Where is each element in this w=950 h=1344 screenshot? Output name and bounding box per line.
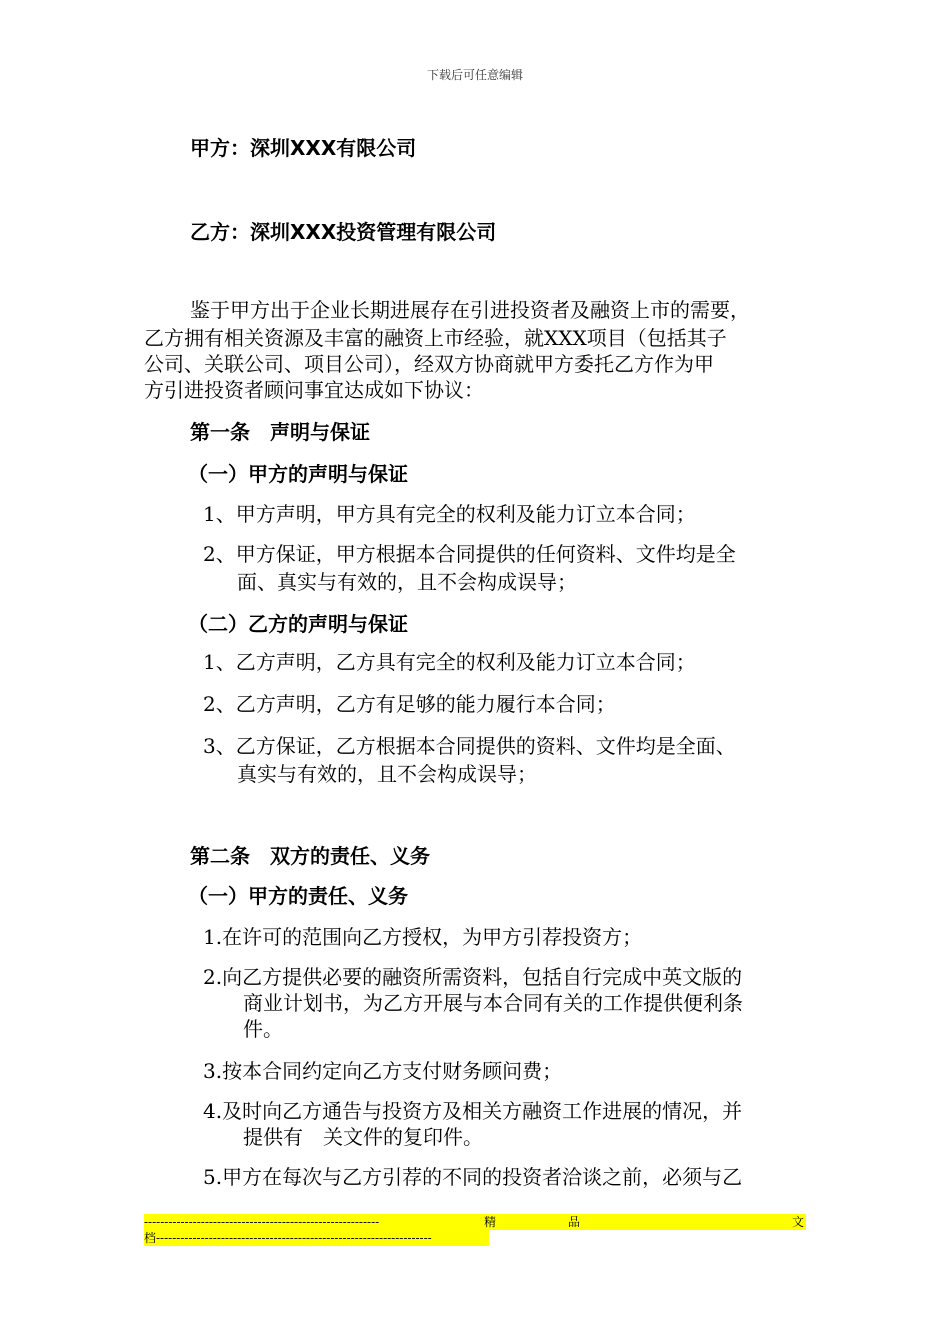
- list-item: [203, 500, 696, 528]
- list-item-line: 5.甲方在每次与乙方引荐的不同的投资者洽谈之前，必须与乙: [203, 1165, 743, 1189]
- list-item: [203, 1058, 562, 1084]
- list-item-line: 2、甲方保证，甲方根据本合同提供的任何资料、文件均是全: [203, 542, 736, 566]
- list-item: [203, 924, 642, 950]
- article-2-section-a-title: （一）甲方的责任、义务: [188, 884, 408, 908]
- list-item-line: 2、乙方声明，乙方有足够的能力履行本合同；: [203, 692, 616, 716]
- list-item-line: 商业计划书，为乙方开展与本合同有关的工作提供便利条: [243, 991, 743, 1015]
- article-2-title: 第二条 双方的责任、义务: [190, 844, 430, 868]
- article-1-title: 第一条 声明与保证: [190, 420, 370, 444]
- list-item: [203, 964, 743, 1042]
- article-1-section-b-title: （二）乙方的声明与保证: [188, 612, 408, 636]
- party-a-line: 甲方：深圳XXX有限公司: [190, 136, 417, 160]
- list-item-line: 件。: [243, 1017, 283, 1041]
- article-1-section-a-title: （一）甲方的声明与保证: [188, 462, 408, 486]
- list-item-line: 1.在许可的范围向乙方授权，为甲方引荐投资方；: [203, 925, 643, 949]
- list-item-line: 面、真实与有效的，且不会构成误导；: [237, 570, 577, 594]
- list-item: [203, 1164, 742, 1190]
- footer-char: 品: [568, 1215, 581, 1229]
- footer-char: 文: [792, 1215, 805, 1229]
- list-item: [203, 732, 736, 788]
- footer-banner-line-2: 档--------------------------------------------------------------------: [144, 1230, 489, 1246]
- intro-line: 乙方拥有相关资源及丰富的融资上市经验，就XXX项目（包括其子: [144, 326, 727, 350]
- list-item-line: 1、乙方声明，乙方具有完全的权利及能力订立本合同；: [203, 650, 696, 674]
- list-item-line: 4.及时向乙方通告与投资方及相关方融资工作进展的情况，并: [203, 1099, 743, 1123]
- intro-line: 方引进投资者顾问事宜达成如下协议：: [144, 378, 484, 402]
- list-item-line: 真实与有效的，且不会构成误导；: [237, 762, 537, 786]
- intro-line: 公司、关联公司、项目公司），经双方协商就甲方委托乙方作为甲: [144, 352, 714, 376]
- list-item-line: 2.向乙方提供必要的融资所需资料，包括自行完成中英文版的: [203, 965, 743, 989]
- intro-line: 鉴于甲方出于企业长期进展存在引进投资者及融资上市的需要，: [190, 298, 750, 322]
- footer-banner-line-1: [144, 1214, 806, 1230]
- list-item-line: 1、甲方声明，甲方具有完全的权利及能力订立本合同；: [203, 502, 696, 526]
- footer-char: 精: [484, 1215, 497, 1229]
- list-item-line: 3、乙方保证，乙方根据本合同提供的资料、文件均是全面、: [203, 734, 736, 758]
- list-item: [203, 540, 736, 596]
- page-header-note: 下载后可任意编辑: [426, 68, 523, 82]
- list-item: [203, 690, 616, 718]
- list-item-line: 3.按本合同约定向乙方支付财务顾问费；: [203, 1059, 563, 1083]
- footer-dashes: ----------------------------------------------------------: [144, 1215, 380, 1229]
- list-item-line: 提供有 关文件的复印件。: [243, 1125, 483, 1149]
- list-item: [203, 648, 696, 676]
- list-item: [203, 1098, 742, 1150]
- party-b-line: 乙方：深圳XXX投资管理有限公司: [190, 220, 497, 244]
